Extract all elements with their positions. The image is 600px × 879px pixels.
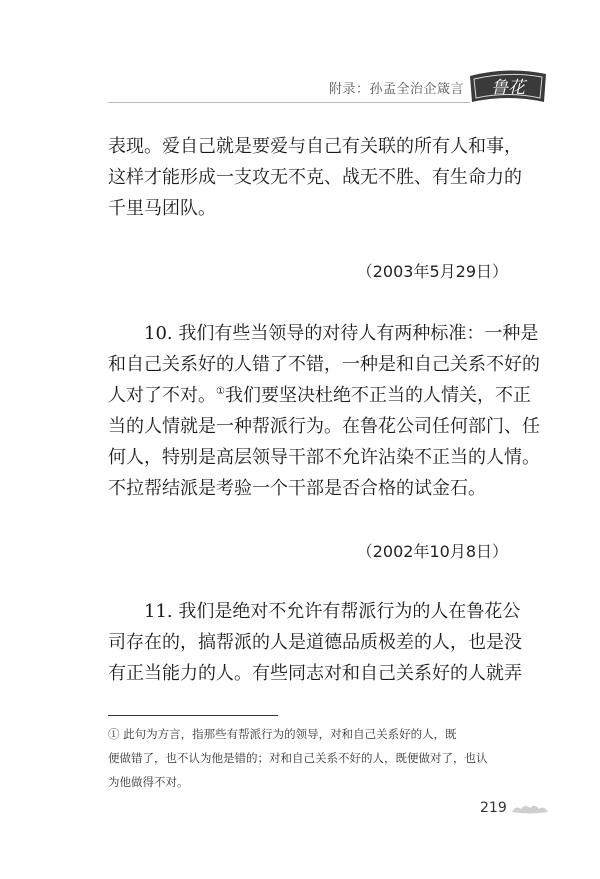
text-line: 何人，特别是高层领导干部不允许沾染不正当的人情。 bbox=[108, 447, 540, 468]
text-line: 有正当能力的人。有些同志对和自己关系好的人就弄 bbox=[108, 663, 522, 684]
footnote-marker[interactable]: ① bbox=[216, 386, 225, 397]
paragraph-continuation bbox=[108, 131, 522, 224]
paragraph-11 bbox=[108, 596, 522, 689]
text-fragment: 我们要坚决杜绝不正当的人情关，不正 bbox=[224, 385, 531, 406]
text-line-with-footnote bbox=[108, 380, 531, 411]
logo-text: 鲁花 bbox=[491, 78, 525, 98]
paragraph-10 bbox=[108, 318, 540, 504]
running-header bbox=[108, 66, 550, 106]
header-title: 附录：孙孟全治企箴言 bbox=[328, 82, 464, 97]
cloud-ornament-icon bbox=[510, 802, 550, 816]
text-line: 不拉帮结派是考验一个干部是否合格的试金石。 bbox=[108, 478, 486, 499]
text-line: 千里马团队。 bbox=[108, 198, 216, 219]
text-line: 司存在的，搞帮派的人是道德品质极差的人，也是没 bbox=[108, 632, 522, 653]
date-note: （2002年10月8日） bbox=[356, 542, 508, 561]
footnote-rule bbox=[108, 715, 278, 716]
text-line: 10. 我们有些当领导的对待人有两种标准：一种是 bbox=[144, 323, 539, 344]
luhua-logo-icon bbox=[466, 66, 550, 106]
footnote bbox=[108, 722, 500, 794]
footnote-line: 为他做得不对。 bbox=[108, 775, 189, 789]
text-line: 和自己关系好的人错了不错，一种是和自己关系不好的 bbox=[108, 354, 540, 375]
footnote-line: ① 此句为方言，指那些有帮派行为的领导，对和自己关系好的人，既 bbox=[108, 727, 457, 741]
header-rule bbox=[108, 102, 470, 103]
text-line: 这样才能形成一支攻无不克、战无不胜、有生命力的 bbox=[108, 167, 522, 188]
footnote-line: 便做错了，也不认为他是错的；对和自己关系不好的人，既便做对了，也认 bbox=[108, 751, 488, 765]
text-line: 11. 我们是绝对不允许有帮派行为的人在鲁花公 bbox=[144, 601, 521, 622]
date-note: （2003年5月29日） bbox=[356, 262, 508, 281]
text-line: 当的人情就是一种帮派行为。在鲁花公司任何部门、任 bbox=[108, 416, 540, 437]
text-fragment: 人对了不对。 bbox=[108, 385, 216, 406]
page-number: 219 bbox=[480, 800, 507, 816]
text-line: 表现。爱自己就是要爱与自己有关联的所有人和事， bbox=[108, 136, 522, 157]
